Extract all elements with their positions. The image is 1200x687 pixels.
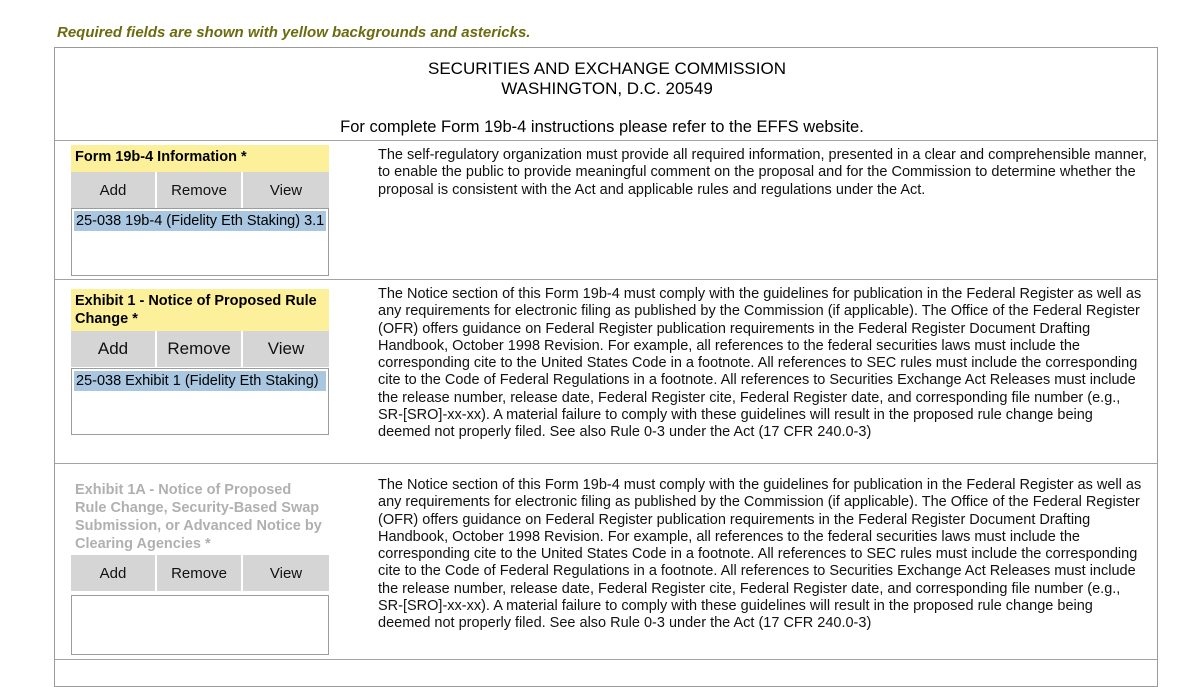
exhibit-1a-file-list[interactable]: [71, 595, 329, 655]
section-divider: [55, 659, 1157, 660]
add-button[interactable]: Add: [71, 331, 157, 367]
exhibit-1-description: The Notice section of this Form 19b-4 must comply with the guidelines for publication in the Federal Register as well as any requirements for electronic filing as published by the Commission (if applicable). The Office of the Federal Register (OFR) offers guidance on Federal Register publication requirements in the Federal Register Document Drafting Handbook, October 1998 Revision. For example, all references to the federal securities laws must include the corresponding cite to the United States Code in a footnote. All references to SEC rules must include the corresponding cite to the Code of Federal Regulations in a footnote. All references to Securities Exchange Act Releases must include the release number, release date, Federal Register cite, Federal Register date, and corresponding file number (e.g., SR-[SRO]-xx-xx). A material failure to comply with these guidelines will result in the proposed rule change being deemed not properly filed. See also Rule 0-3 under the Act (17 CFR 240.0-3): [378, 286, 1142, 441]
remove-button[interactable]: Remove: [157, 172, 243, 208]
form-19b4-information-file-list[interactable]: [71, 208, 329, 276]
instructions-text: For complete Form 19b-4 instructions please refer to the EFFS website.: [340, 118, 864, 136]
exhibit-1-file-list[interactable]: [71, 368, 329, 435]
view-button[interactable]: View: [243, 331, 329, 367]
exhibit-1a-description: The Notice section of this Form 19b-4 must comply with the guidelines for publication in the Federal Register as well as any requirements for electronic filing as published by the Commission (if applicable). The Office of the Federal Register (OFR) offers guidance on Federal Register publication requirements in the Federal Register Document Drafting Handbook, October 1998 Revision. For example, all references to the federal securities laws must include the corresponding cite to the United States Code in a footnote. All references to SEC rules must include the corresponding cite to the Code of Federal Regulations in a footnote. All references to Securities Exchange Act Releases must include the release number, release date, Federal Register cite, Federal Register date, and corresponding file number (e.g., SR-[SRO]-xx-xx). A material failure to comply with these guidelines will result in the proposed rule change being deemed not properly filed. See also Rule 0-3 under the Act (17 CFR 240.0-3): [378, 477, 1142, 632]
section-divider: [55, 463, 1157, 464]
add-button[interactable]: Add: [71, 172, 157, 208]
form-19b4-information-label: Form 19b-4 Information *: [71, 145, 329, 175]
view-button[interactable]: View: [243, 555, 329, 591]
exhibit-1-buttons: [71, 331, 329, 367]
attached-file-item[interactable]: 25-038 Exhibit 1 (Fidelity Eth Staking): [74, 371, 326, 391]
agency-title: SECURITIES AND EXCHANGE COMMISSION: [428, 59, 786, 78]
form-frame: [54, 47, 1158, 687]
section-divider: [55, 279, 1157, 280]
attached-file-item[interactable]: 25-038 19b-4 (Fidelity Eth Staking) 3.1: [76, 213, 325, 229]
form-19b4-information-description: The self-regulatory organization must provide all required information, presented in a clear and comprehensible manner, to enable the public to provide meaningful comment on the proposal and for the Commission to determine whether the proposal is consistent with the Act and applicable rules and regulations under the Act.: [378, 147, 1147, 198]
agency-address: WASHINGTON, D.C. 20549: [501, 79, 713, 98]
form-19b4-information-buttons: [71, 172, 329, 208]
exhibit-1a-buttons: [71, 555, 329, 591]
remove-button[interactable]: Remove: [157, 331, 243, 367]
exhibit-1-label: Exhibit 1 - Notice of Proposed Rule Change *: [71, 289, 329, 333]
section-divider: [55, 140, 1157, 141]
add-button[interactable]: Add: [71, 555, 157, 591]
remove-button[interactable]: Remove: [157, 555, 243, 591]
view-button[interactable]: View: [243, 172, 329, 208]
exhibit-1a-label: Exhibit 1A - Notice of Proposed Rule Change, Security-Based Swap Submission, or Advanced Notice by Clearing Agencies *: [75, 482, 322, 552]
required-fields-notice: Required fields are shown with yellow backgrounds and astericks.: [57, 24, 531, 41]
